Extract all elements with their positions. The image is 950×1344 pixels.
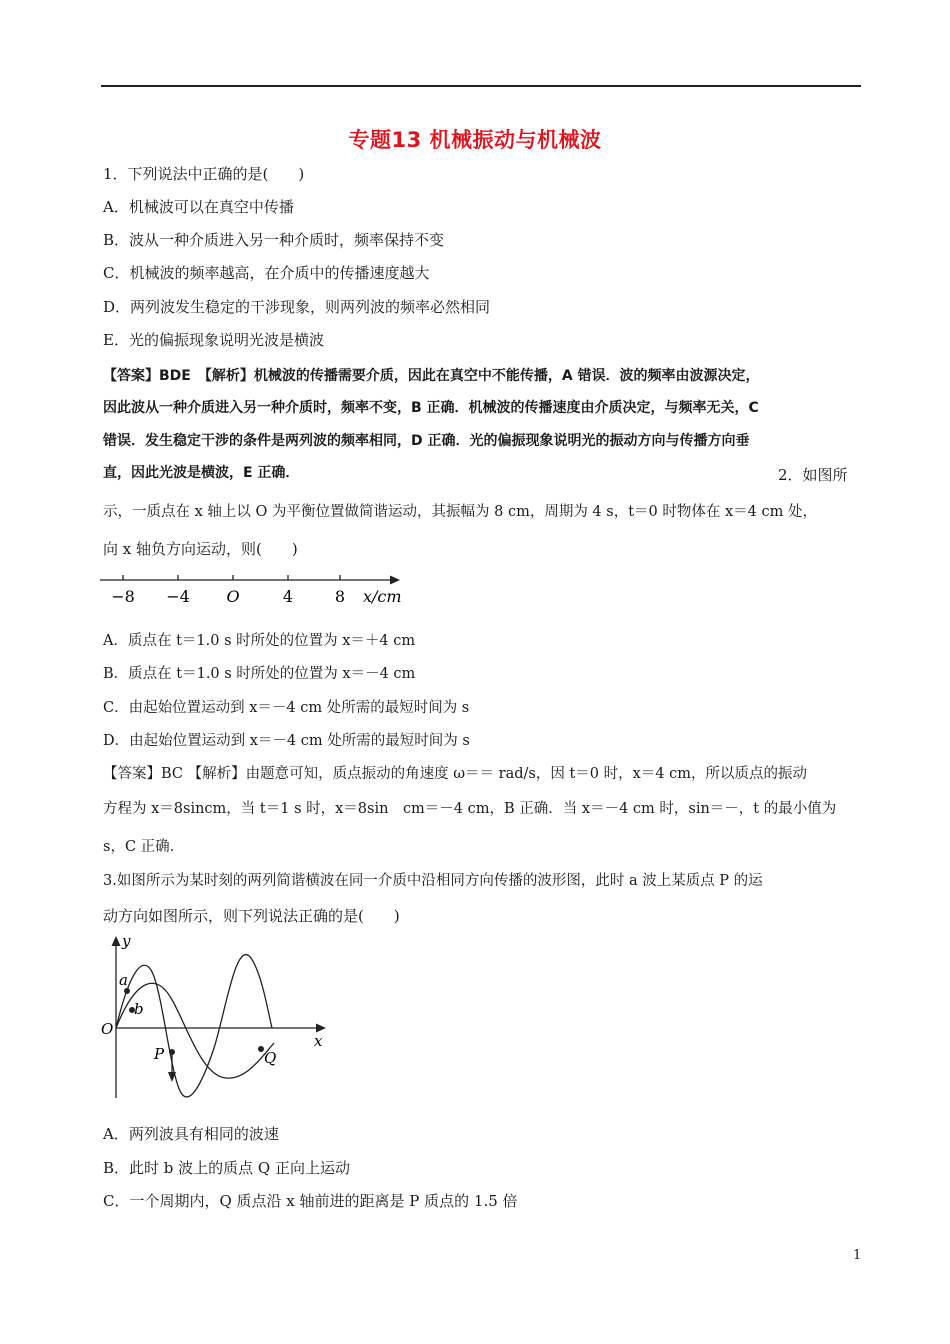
point-p-label: P — [154, 1045, 165, 1063]
q2-option-a: A．质点在 t＝1.0 s 时所处的位置为 x＝＋4 cm — [103, 633, 416, 649]
x-axis-label: x — [314, 1032, 323, 1050]
y-axis-label: y — [122, 932, 131, 950]
q1-option-c: C．机械波的频率越高，在介质中的传播速度越大 — [103, 264, 430, 282]
q1-answer-line-4: 直，因此光波是横波，E 正确． — [103, 465, 300, 481]
q2-stem-start: 2．如图所 — [778, 466, 848, 484]
q2-option-c: C．由起始位置运动到 x＝－4 cm 处所需的最短时间为 s — [103, 700, 470, 716]
q1-answer-line-2: 因此波从一种介质进入另一种介质时，频率不变，B 正确．机械波的传播速度由介质决定，与频率无关，C — [103, 400, 759, 416]
q1-option-d: D．两列波发生稳定的干涉现象，则两列波的频率必然相同 — [103, 298, 491, 316]
q2-option-b: B．质点在 t＝1.0 s 时所处的位置为 x＝－4 cm — [103, 666, 416, 682]
wave-b-curve — [116, 983, 277, 1078]
q2-stem-line-2: 向 x 轴负方向运动，则( ) — [103, 540, 298, 558]
wave-a-curve — [116, 955, 272, 1097]
q1-option-a: A．机械波可以在真空中传播 — [103, 198, 294, 216]
tick-label-neg8: −8 — [111, 587, 135, 606]
q1-option-e: E．光的偏振现象说明光波是横波 — [103, 331, 324, 349]
q1-answer-line-1: 【答案】BDE 【解析】机械波的传播需要介质，因此在真空中不能传播，A 错误．波的频率由波源决定， — [103, 368, 760, 384]
page-title: 专题13 机械振动与机械波 — [348, 128, 602, 152]
tick-label-4: 4 — [282, 587, 294, 606]
tick-label-8: 8 — [334, 587, 346, 606]
wave-a-label: a — [119, 971, 128, 989]
tick-label-origin: O — [226, 587, 240, 606]
origin-label: O — [101, 1020, 114, 1038]
page-number: 1 — [853, 1248, 862, 1263]
q1-answer-line-3: 错误．发生稳定干涉的条件是两列波的频率相同，D 正确．光的偏振现象说明光的振动方向与传播方向垂 — [103, 433, 750, 449]
q3-stem-line-2: 动方向如图所示，则下列说法正确的是( ) — [103, 907, 400, 925]
wave-b-label: b — [134, 1000, 144, 1018]
header-rule — [101, 85, 861, 87]
q2-answer-line-2: 方程为 x＝8sincm，当 t＝1 s 时，x＝8sin cm＝－4 cm，B 正确．当 x＝－4 cm 时，sin＝－，t 的最小值为 — [103, 801, 837, 817]
q2-answer-line-1: 【答案】BC 【解析】由题意可知，质点振动的角速度 ω＝＝ rad/s，因 t＝0 时，x＝4 cm，所以质点的振动 — [103, 766, 808, 782]
q1-option-b: B．波从一种介质进入另一种介质时，频率保持不变 — [103, 231, 445, 249]
wave-figure — [96, 928, 336, 1103]
point-q-label: Q — [264, 1049, 277, 1067]
q2-option-d: D．由起始位置运动到 x＝－4 cm 处所需的最短时间为 s — [103, 733, 470, 749]
q3-option-b: B．此时 b 波上的质点 Q 正向上运动 — [103, 1159, 350, 1177]
axis-unit-label: x/cm — [363, 587, 402, 606]
q3-stem-line-1: 3.如图所示为某时刻的两列简谐横波在同一介质中沿相同方向传播的波形图，此时 a 波上某质点 P 的运 — [103, 873, 763, 889]
tick-label-neg4: −4 — [166, 587, 190, 606]
q2-answer-line-3: s，C 正确. — [103, 839, 175, 855]
q1-stem: 1．下列说法中正确的是( ) — [103, 165, 305, 183]
q3-option-c: C．一个周期内，Q 质点沿 x 轴前进的距离是 P 质点的 1.5 倍 — [103, 1192, 518, 1210]
number-line-figure — [98, 568, 408, 610]
q3-option-a: A．两列波具有相同的波速 — [103, 1125, 279, 1143]
q2-stem-line-1: 示，一质点在 x 轴上以 O 为平衡位置做简谐运动，其振幅为 8 cm，周期为 4 s，t＝0 时物体在 x＝4 cm 处， — [103, 504, 817, 520]
